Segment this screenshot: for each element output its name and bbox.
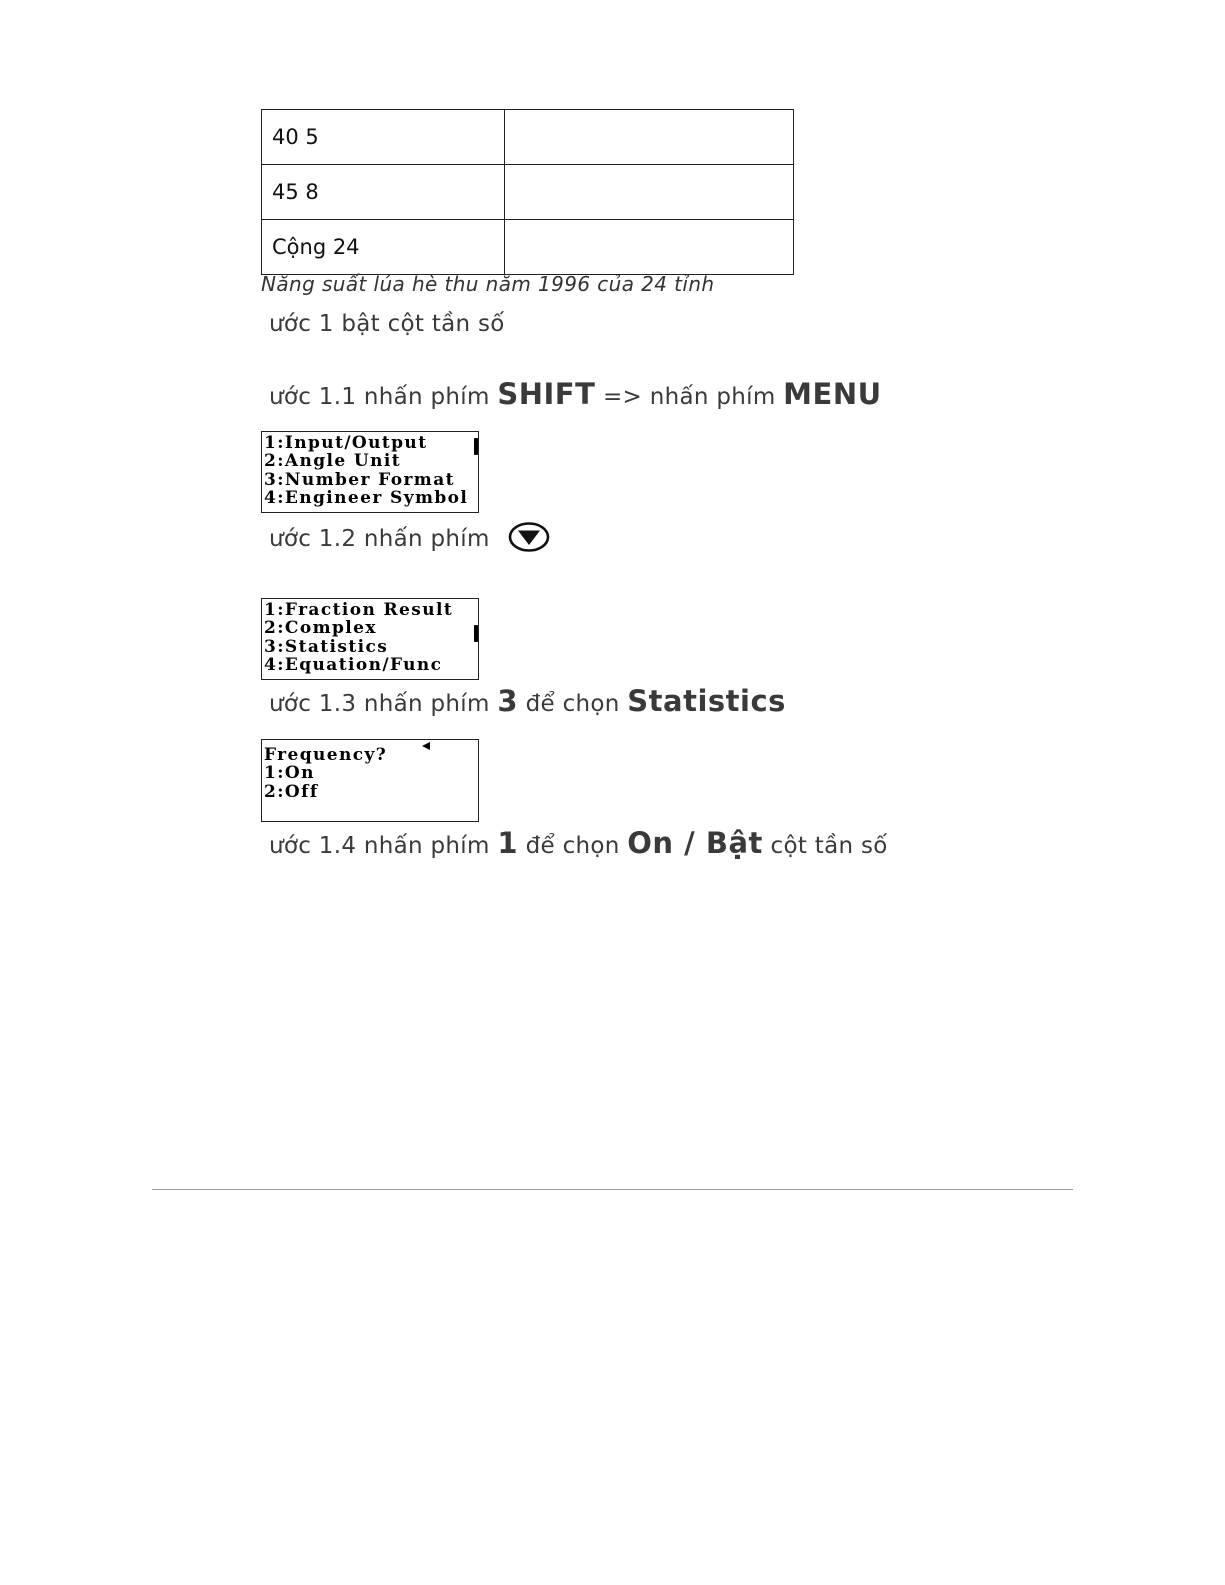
calculator-screen-setup-page-1 <box>261 431 479 513</box>
table-row <box>262 165 794 220</box>
step-text: ước 1.4 nhấn phím <box>269 833 498 859</box>
screen-line: 4:Engineer Symbol <box>264 488 469 509</box>
scroll-indicator <box>474 625 478 642</box>
step-text: => nhấn phím <box>595 384 784 410</box>
table-cell: Cộng 24 <box>262 220 505 275</box>
option-on: On / Bật <box>627 826 763 860</box>
step-1-3 <box>269 684 786 718</box>
table-row <box>262 110 794 165</box>
key-3: 3 <box>497 684 519 718</box>
screen-line: 1:Input/Output <box>264 433 428 453</box>
table-cell <box>505 165 794 220</box>
step-text: ước 1.2 nhấn phím <box>269 526 490 552</box>
down-arrow-key-icon <box>508 521 550 553</box>
screen-line: 3:Number Format <box>264 469 455 490</box>
step-text: cột tần số <box>762 833 888 859</box>
screen-line: 3:Statistics <box>264 636 389 657</box>
page-divider <box>152 1189 1073 1190</box>
step-1-4 <box>269 826 888 860</box>
key-1: 1 <box>497 826 519 860</box>
data-table <box>261 109 794 275</box>
step-text: ước 1.3 nhấn phím <box>269 691 498 717</box>
screen-line: 1:On <box>264 763 315 784</box>
calculator-screen-frequency <box>261 739 479 822</box>
table-cell: 45 8 <box>262 165 505 220</box>
screen-line: Frequency? <box>264 745 388 765</box>
step-1-2 <box>269 526 490 552</box>
key-shift: SHIFT <box>497 377 596 411</box>
step-1-1 <box>269 377 882 411</box>
table-row <box>262 220 794 275</box>
step-text: ước 1.1 nhấn phím <box>269 384 498 410</box>
screen-line: 1:Fraction Result <box>264 600 454 620</box>
calculator-screen-setup-page-2 <box>261 598 479 680</box>
table-cell <box>505 110 794 165</box>
table-cell: 40 5 <box>262 110 505 165</box>
screen-line: 4:Equation/Func <box>264 655 443 676</box>
key-menu: MENU <box>783 377 882 411</box>
step-1-text: ước 1 bật cột tần số <box>269 311 505 337</box>
scroll-indicator <box>474 438 478 455</box>
option-statistics: Statistics <box>627 684 786 718</box>
left-arrow-indicator-icon <box>422 742 431 750</box>
screen-line: 2:Complex <box>264 618 377 639</box>
table-caption: Năng suất lúa hè thu năm 1996 của 24 tỉnh <box>261 272 715 296</box>
step-text: để chọn <box>518 691 628 717</box>
table-cell <box>505 220 794 275</box>
step-text: để chọn <box>518 833 628 859</box>
screen-line: 2:Angle Unit <box>264 451 402 472</box>
screen-line: 2:Off <box>264 781 319 802</box>
